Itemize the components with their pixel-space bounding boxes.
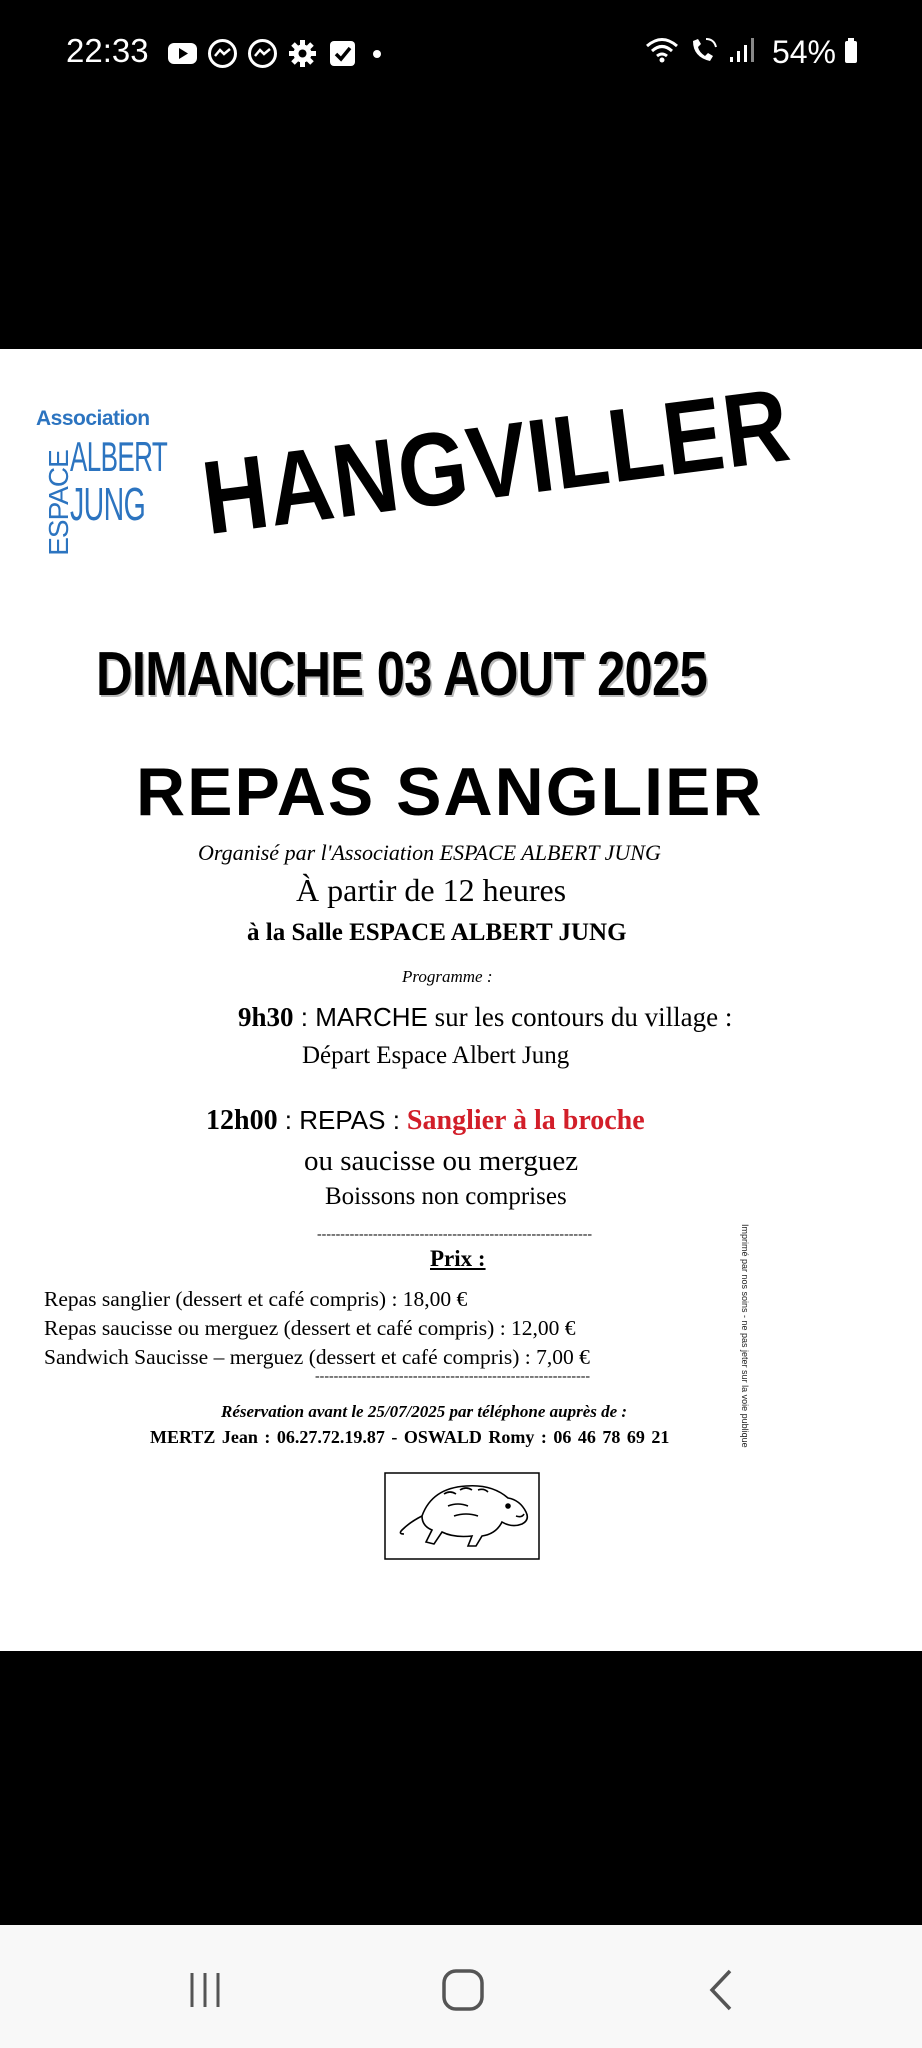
print-disclaimer: Imprimé par nos soins - ne pas jeter sur la voie publique [740, 1224, 750, 1448]
system-icons [644, 34, 858, 71]
drinks-note: Boissons non comprises [325, 1183, 567, 1210]
logo-association-text: Association [36, 407, 150, 430]
youtube-icon [167, 38, 198, 69]
association-logo [34, 407, 168, 557]
price-line: Repas sanglier (dessert et café compris) : 18,00 € [44, 1287, 468, 1311]
logo-jung-text: JUNG [70, 478, 146, 530]
settings-icon [287, 38, 318, 69]
walk-departure-text: Départ Espace Albert Jung [302, 1042, 570, 1069]
navigation-bar [0, 1925, 922, 2048]
back-icon[interactable] [698, 1965, 748, 2015]
price-list [44, 1285, 590, 1372]
contact-numbers: MERTZ Jean : 06.27.72.19.87 - OSWALD Romy : 06 46 78 69 21 [150, 1427, 670, 1447]
programme-label: Programme : [402, 967, 493, 986]
checkbox-icon [327, 38, 358, 69]
programme-item-meal [206, 1105, 645, 1137]
item-separator: : [277, 1105, 300, 1135]
logo-albert-text: ALBERT [70, 433, 168, 480]
item-time: 12h00 [206, 1105, 278, 1136]
event-date: DIMANCHE 03 AOUT 2025 [96, 640, 707, 709]
divider-bottom: ----------------------------------------------------------- [315, 1369, 591, 1384]
start-time-text: À partir de 12 heures [296, 872, 567, 908]
status-time: 22:33 [66, 32, 149, 69]
item-label: REPAS : [299, 1105, 400, 1135]
meal-highlight: Sanglier à la broche [406, 1105, 645, 1136]
divider-top: ----------------------------------------------------------- [317, 1227, 593, 1242]
wifi-calling-icon [688, 35, 720, 70]
wifi-icon [644, 35, 680, 70]
signal-icon [728, 35, 756, 70]
logo-espace-text: ESPACE [43, 450, 74, 556]
event-name: REPAS SANGLIER [136, 754, 764, 830]
event-poster-image[interactable] [0, 349, 922, 1651]
item-separator: : [293, 1002, 316, 1032]
boar-illustration [384, 1472, 540, 1560]
dot-icon [367, 38, 387, 69]
poster-title: HANGVILLER [196, 367, 797, 558]
home-icon[interactable] [438, 1965, 488, 2015]
battery-icon [844, 35, 858, 70]
venue-text: à la Salle ESPACE ALBERT JUNG [247, 919, 627, 946]
price-line: Repas saucisse ou merguez (dessert et café compris) : 12,00 € [44, 1316, 576, 1340]
notification-icons [167, 38, 387, 68]
organiser-text: Organisé par l'Association ESPACE ALBERT JUNG [198, 840, 661, 865]
programme-item-walk [238, 1002, 732, 1033]
item-text: sur les contours du village : [427, 1002, 733, 1032]
item-label: MARCHE [315, 1002, 428, 1032]
battery-percentage: 54% [771, 34, 836, 70]
messenger-icon [247, 38, 278, 69]
prix-label: Prix : [430, 1246, 486, 1271]
price-line: Sandwich Saucisse – merguez (dessert et café compris) : 7,00 € [44, 1345, 590, 1369]
recent-apps-icon[interactable] [180, 1965, 230, 2015]
item-time: 9h30 [238, 1002, 294, 1032]
messenger-icon [207, 38, 238, 69]
reservation-text: Réservation avant le 25/07/2025 par téléphone auprès de : [221, 1402, 628, 1421]
meal-alternative-text: ou saucisse ou merguez [304, 1145, 579, 1177]
status-bar [0, 0, 922, 104]
